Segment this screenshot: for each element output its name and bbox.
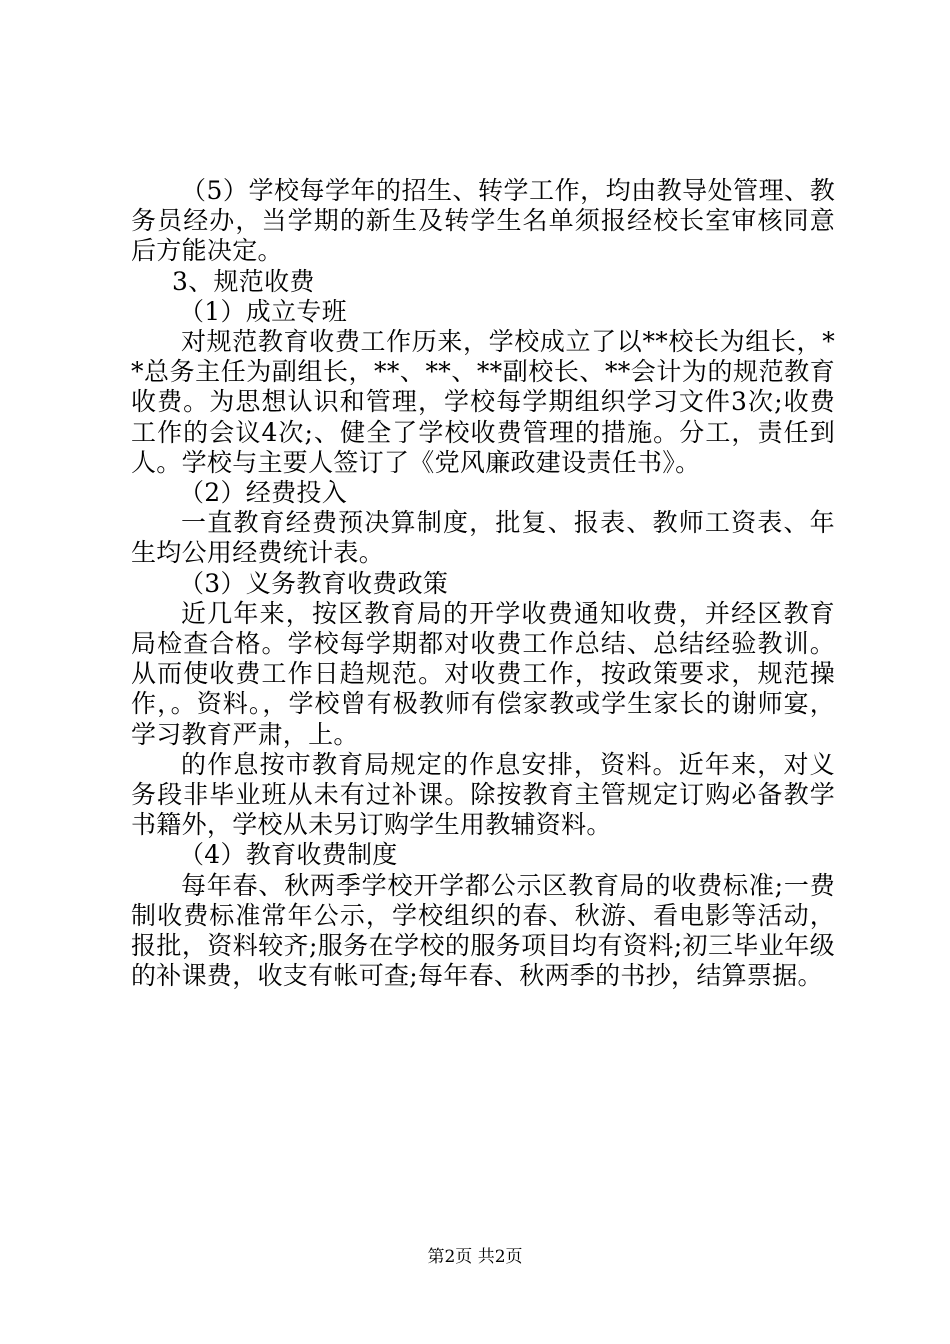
page-footer: [0, 1242, 950, 1267]
paragraph-special-team: 对规范教育收费工作历来，学校成立了以**校长为组长，**总务主任为副组长，**、**、**副校长、**会计为的规范教育收费。为思想认识和管理，学校每学期组织学习文件3次;收费工作的会议4次;、健全了学校收费管理的措施。分工，责任到人。学校与主要人签订了《党风廉政建设责任书》。: [131, 327, 835, 477]
page-number: 第2页 共2页: [427, 1247, 523, 1267]
section-heading-fee-regulation: 3、规范收费: [172, 266, 315, 296]
paragraph-fee-system: 每年春、秋两季学校开学都公示区教育局的收费标准;一费制收费标准常年公示，学校组织的春、秋游、看电影等活动，报批，资料较齐;服务在学校的服务项目均有资料;初三毕业年级的补课费，收支有帐可查;每年春、秋两季的书抄，结算票据。: [131, 870, 835, 991]
paragraph-compulsory-fee-policy: 近几年来，按区教育局的开学收费通知收费，并经区教育局检查合格。学校每学期都对收费工作总结、总结经验教训。从而使收费工作日趋规范。对收费工作，按政策要求，规范操作，。资料。，学校曾有极教师有偿家教或学生家长的谢师宴，学习教育严肃，上。: [131, 598, 835, 749]
subheading-compulsory-fee-policy: （3）义务教育收费政策: [179, 568, 449, 598]
paragraph-enrollment: （5）学校每学年的招生、转学工作，均由教导处管理、教务员经办，当学期的新生及转学生名单须报经校长室审核同意后方能决定。: [131, 176, 835, 266]
subheading-fee-system: （4）教育收费制度: [179, 840, 398, 870]
subheading-special-team: （1）成立专班: [179, 296, 348, 326]
subheading-funding: （2）经费投入: [179, 478, 348, 508]
paragraph-funding: 一直教育经费预决算制度，批复、报表、教师工资表、年生均公用经费统计表。: [131, 508, 835, 568]
paragraph-schedule: 的作息按市教育局规定的作息安排，资料。近年来，对义务段非毕业班从未有过补课。除按教育主管规定订购必备教学书籍外，学校从未另订购学生用教辅资料。: [131, 749, 835, 840]
document-body: [131, 176, 835, 991]
